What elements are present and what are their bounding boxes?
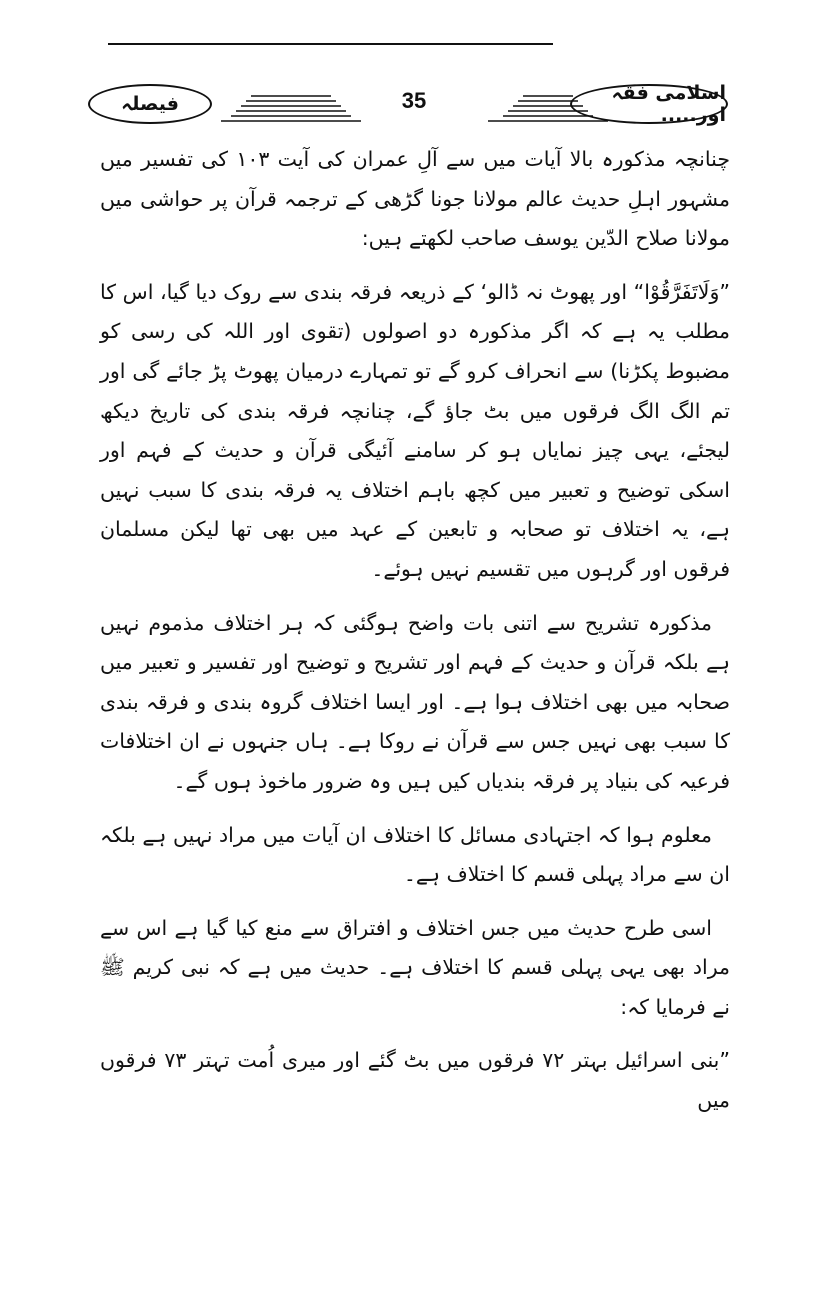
paragraph-explanation: مذکورہ تشریح سے اتنی بات واضح ہوگئی کہ ہر اختلاف مذموم نہیں ہے بلکہ قرآن و حدیث کے فہم اور تشریح و توضیح اور تفسیر و تعبیر میں صحابہ میں بھی اختلاف ہوا ہے۔ اور ایسا اختلاف گروہ بندی و فرقہ بندی کا سبب بھی نہیں جس سے قرآن نے روکا ہے۔ ہاں جنہوں نے ان اختلافات فرعیہ کی بنیاد پر فرقہ بندیاں کیں ہیں وہ ضرور ماخوذ ہوں گے۔ [100, 610, 730, 793]
book-title-oval [570, 84, 728, 124]
page-number: 35 [401, 88, 427, 113]
page-body [100, 140, 730, 1131]
section-label-oval [88, 84, 212, 124]
section-label: فیصلہ [121, 93, 179, 115]
header-ornament-left [196, 90, 386, 126]
paragraph-conclusion: معلوم ہوا کہ اجتہادی مسائل کا اختلاف ان آیات میں مراد نہیں ہے بلکہ ان سے مراد پہلی قسم کا اختلاف ہے۔ [100, 822, 730, 887]
book-short-title: اسلامی فقہ اور..... [611, 82, 726, 126]
paragraph-quotation: ”وَلَاتَفَرَّقُوْا“ اور پھوٹ نہ ڈالو‘ کے ذریعہ فرقہ بندی سے روک دیا گیا، اس کا مطلب یہ ہے کہ اگر مذکورہ دو اصولوں (تقوی اور اللہ کی رسی کو مضبوط پکڑنا) سے انحراف کرو گے تو تمہارے درمیان پھوٹ پڑ جائے گی اور تم الگ الگ فرقوں میں بٹ جاؤ گے، چنانچہ فرقہ بندی کی تاریخ دیکھ لیجئے، یہی چیز نمایاں ہو کر سامنے آئیگی قرآن و حدیث کے فہم اور اسکی توضیح و تعبیر میں کچھ باہم اختلاف یہ فرقہ بندی کا سبب نہیں ہے، یہ اختلاف تو صحابہ و تابعین کے عہد میں بھی تھا لیکن مسلمان فرقوں اور گرہوں میں تقسیم نہیں ہوئے۔ [100, 279, 730, 581]
paragraph-hadith-intro: اسی طرح حدیث میں جس اختلاف و افتراق سے منع کیا گیا ہے اس سے مراد بھی یہی پہلی قسم کا اختلاف ہے۔ حدیث میں ہے کہ نبی کریم ﷺ نے فرمایا کہ: [100, 915, 730, 1019]
paragraph-hadith-quote: ”بنی اسرائیل بہتر ۷۲ فرقوں میں بٹ گئے اور میری اُمت تہتر ۷۳ فرقوں میں [100, 1048, 730, 1113]
paragraph-intro: چنانچہ مذکورہ بالا آیات میں سے آلِ عمران کی آیت ۱۰۳ کی تفسیر میں مشہور اہلِ حدیث عالم مولانا جونا گڑھی کے ترجمہ قرآن پر حواشی میں مولانا صلاح الدّین یوسف صاحب لکھتے ہیں: [100, 147, 730, 251]
page-header [88, 82, 728, 132]
header-rule [108, 43, 553, 45]
